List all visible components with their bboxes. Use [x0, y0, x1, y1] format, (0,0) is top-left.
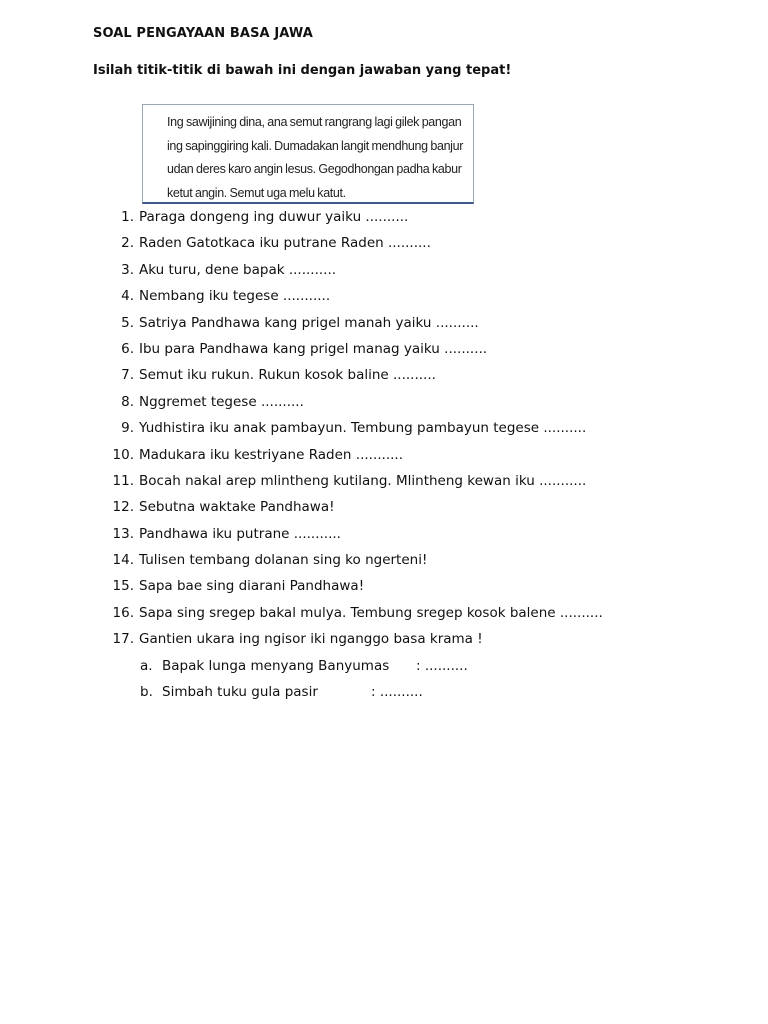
question-text: Satriya Pandhawa kang prigel manah yaiku ..........	[139, 314, 479, 331]
question-number: 10.	[112, 446, 134, 463]
question-number: 14.	[112, 552, 134, 569]
question-text: Nembang iku tegese ...........	[139, 288, 331, 305]
question-number: 5.	[121, 314, 134, 331]
passage-box	[142, 104, 474, 204]
sub-item-text: Bapak lunga menyang Banyumas	[162, 657, 390, 674]
question-number: 3.	[121, 261, 134, 278]
question-item	[0, 626, 768, 652]
question-number: 15.	[112, 578, 134, 595]
question-item	[0, 336, 768, 362]
question-item	[0, 257, 768, 283]
question-item	[0, 547, 768, 573]
question-item	[0, 600, 768, 626]
question-text: Tulisen tembang dolanan sing ko ngerteni!	[139, 552, 428, 569]
question-text: Yudhistira iku anak pambayun. Tembung pambayun tegese ..........	[139, 420, 587, 437]
question-text: Raden Gatotkaca iku putrane Raden ..........	[139, 235, 431, 252]
sub-item	[0, 679, 768, 705]
question-number: 6.	[121, 340, 134, 357]
question-item	[0, 310, 768, 336]
question-number: 16.	[112, 604, 134, 621]
question-number: 2.	[121, 235, 134, 252]
question-text: Sapa bae sing diarani Pandhawa!	[139, 578, 365, 595]
question-text: Bocah nakal arep mlintheng kutilang. Mlintheng kewan iku ...........	[139, 472, 587, 489]
question-number: 4.	[121, 288, 134, 305]
question-text: Sapa sing sregep bakal mulya. Tembung sregep kosok balene ..........	[139, 604, 603, 621]
page-title: SOAL PENGAYAAN BASA JAWA	[93, 26, 313, 41]
question-number: 12.	[112, 499, 134, 516]
question-number: 11.	[112, 472, 134, 489]
question-number: 8.	[121, 393, 134, 410]
question-number: 9.	[121, 420, 134, 437]
question-number: 13.	[112, 525, 134, 542]
question-item	[0, 573, 768, 599]
question-text: Aku turu, dene bapak ...........	[139, 261, 337, 278]
question-item	[0, 468, 768, 494]
question-text: Madukara iku kestriyane Raden ...........	[139, 446, 403, 463]
sub-item-answer: : ..........	[416, 657, 468, 674]
sub-item-answer: : ..........	[371, 684, 423, 701]
question-text: Sebutna waktake Pandhawa!	[139, 499, 335, 516]
question-text: Nggremet tegese ..........	[139, 393, 304, 410]
passage-text: Ing sawijining dina, ana semut rangrang lagi gilek pangan ing sapinggiring kali. Dumadakan langit mendhung banjur udan deres karo angin lesus. Gegodhongan padha kabur ketut angin. Semut uga melu katut.	[167, 115, 464, 200]
instruction-text: Isilah titik-titik di bawah ini dengan jawaban yang tepat!	[93, 63, 512, 78]
question-item	[0, 389, 768, 415]
question-text: Semut iku rukun. Rukun kosok baline ..........	[139, 367, 436, 384]
sub-item-letter: b.	[140, 684, 153, 701]
sub-item-text: Simbah tuku gula pasir	[162, 684, 318, 701]
question-item	[0, 230, 768, 256]
question-item	[0, 415, 768, 441]
question-number: 17.	[112, 631, 134, 648]
question-item	[0, 521, 768, 547]
question-list	[0, 204, 768, 705]
question-item	[0, 362, 768, 388]
question-text: Ibu para Pandhawa kang prigel manag yaiku ..........	[139, 340, 488, 357]
question-item	[0, 283, 768, 309]
sub-item	[0, 653, 768, 679]
question-text: Gantien ukara ing ngisor iki nganggo basa krama !	[139, 631, 483, 648]
question-text: Paraga dongeng ing duwur yaiku ..........	[139, 209, 409, 225]
question-text: Pandhawa iku putrane ...........	[139, 525, 341, 542]
question-number: 1.	[121, 209, 134, 225]
question-item	[0, 204, 768, 230]
question-number: 7.	[121, 367, 134, 384]
question-item	[0, 494, 768, 520]
question-item	[0, 442, 768, 468]
sub-item-letter: a.	[140, 657, 153, 674]
